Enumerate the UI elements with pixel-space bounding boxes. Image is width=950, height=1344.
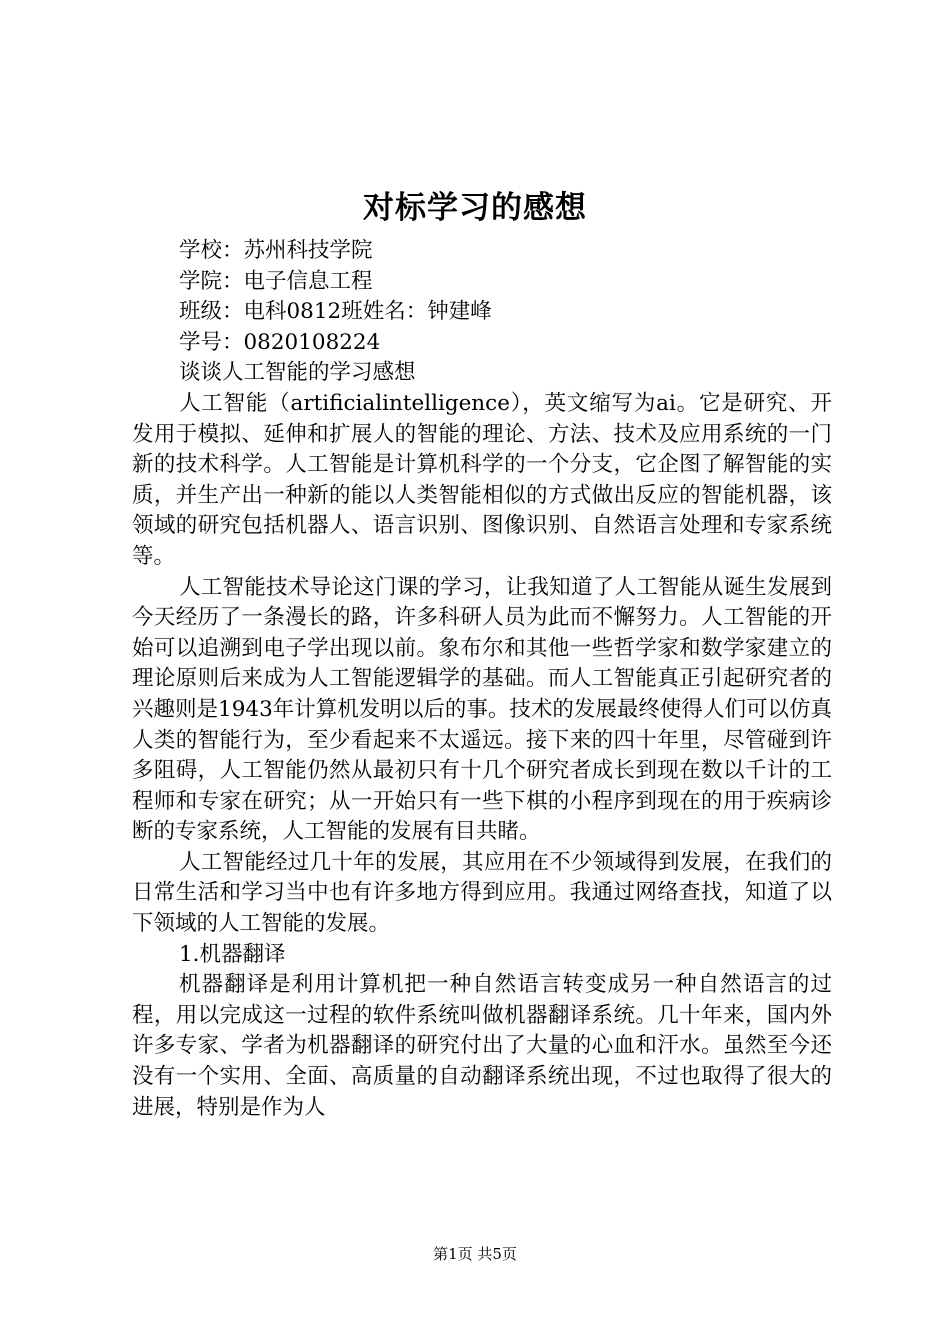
subtitle: 谈谈人工智能的学习感想 [179, 360, 416, 386]
document-body [132, 236, 832, 1123]
document-title: 对标学习的感想 [363, 190, 587, 226]
college-line: 学院：电子信息工程 [179, 268, 373, 294]
section-heading-machine-translation: 1.机器翻译 [179, 941, 286, 967]
paragraph-intro: 人工智能（artificialintelligence），英文缩写为ai。它是研究、开发用于模拟、延伸和扩展人的智能的理论、方法、技术及应用系统的一门新的技术科学。人工智能是计算机科学的一个分支，它企图了解智能的实质，并生产出一种新的能以人类智能相似的方式做出反应的智能机器，该领域的研究包括机器人、语言识别、图像识别、自然语言处理和专家系统等。 [132, 390, 832, 569]
page-footer: 第1页 共5页 [433, 1245, 517, 1263]
school-line: 学校：苏州科技学院 [179, 238, 373, 263]
paragraph-applications: 人工智能经过几十年的发展，其应用在不少领域得到发展，在我们的日常生活和学习当中也有许多地方得到应用。我通过网络查找，知道了以下领域的人工智能的发展。 [132, 849, 832, 937]
student-id-line: 学号：0820108224 [179, 329, 381, 355]
paragraph-machine-translation: 机器翻译是利用计算机把一种自然语言转变成另一种自然语言的过程，用以完成这一过程的软件系统叫做机器翻译系统。几十年来，国内外许多专家、学者为机器翻译的研究付出了大量的心血和汗水。虽然至今还没有一个实用、全面、高质量的自动翻译系统出现，不过也取得了很大的进展，特别是作为人 [132, 972, 832, 1120]
class-name-line: 班级：电科0812班姓名：钟建峰 [179, 299, 492, 325]
paragraph-history: 人工智能技术导论这门课的学习，让我知道了人工智能从诞生发展到今天经历了一条漫长的路，许多科研人员为此而不懈努力。人工智能的开始可以追溯到电子学出现以前。象布尔和其他一些哲学家和数学家建立的理论原则后来成为人工智能逻辑学的基础。而人工智能真正引起研究者的兴趣则是1943年计算机发明以后的事。技术的发展最终使得人们可以仿真人类的智能行为，至少看起来不太遥远。接下来的四十年里，尽管碰到许多阻碍，人工智能仍然从最初只有十几个研究者成长到现在数以千计的工程师和专家在研究；从一开始只有一些下棋的小程序到现在的用于疾病诊断的专家系统，人工智能的发展有目共睹。 [132, 574, 832, 845]
